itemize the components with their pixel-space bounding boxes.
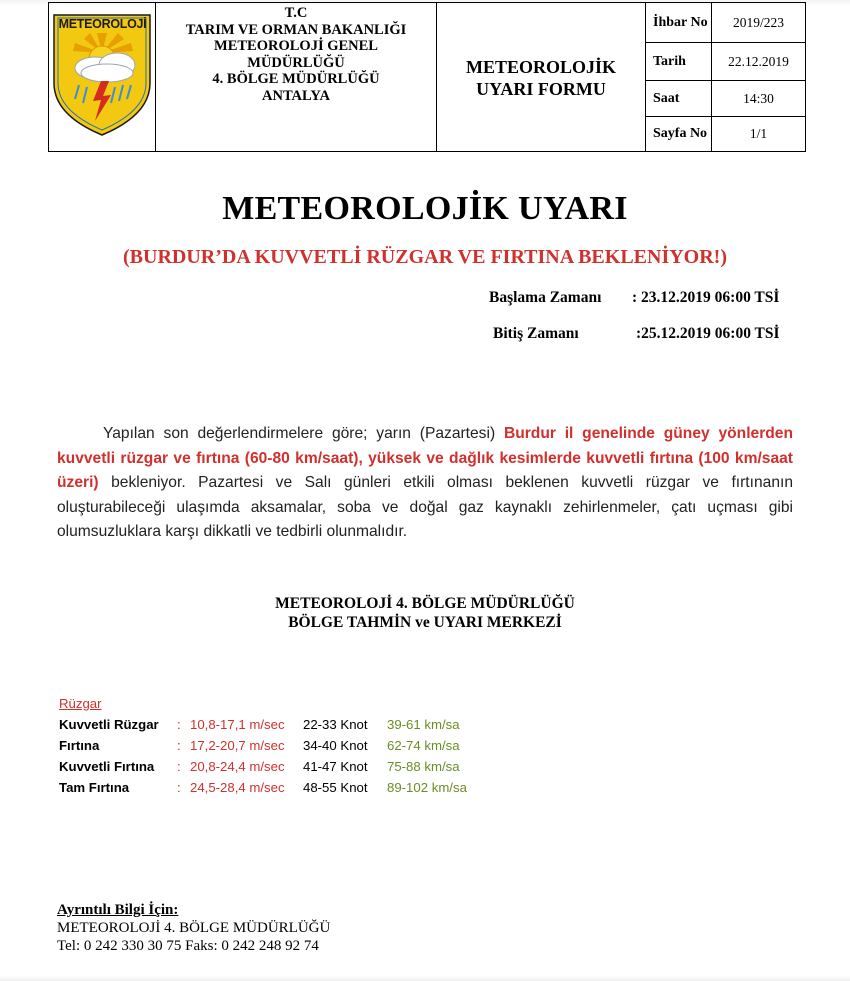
contact-heading: Ayrıntılı Bilgi İçin: — [57, 902, 179, 918]
wind-knot-range: 34-40 Knot — [303, 738, 368, 753]
wind-colon: : — [177, 780, 181, 795]
contact-footer — [57, 901, 330, 955]
end-time-value: :25.12.2019 06:00 TSİ — [636, 325, 780, 342]
org-line-ministry: TARIM VE ORMAN BAKANLIĞI — [185, 21, 407, 38]
logo-text: METEOROLOJİ — [58, 17, 147, 31]
wind-scale-title: Rüzgar — [59, 696, 102, 711]
wind-ms-range: 10,8-17,1 m/sec — [190, 717, 285, 732]
document-title: METEOROLOJİK UYARI — [222, 190, 628, 227]
paragraph-highlight: Burdur il genelinde güney yönlerden kuvvetli rüzgar ve fırtına (60-80 km/saat), yüksek ve dağlık kesimlerde kuvvetli fırtına (100 km/saat üzeri) — [57, 425, 793, 491]
start-time-value: : 23.12.2019 06:00 TSİ — [632, 289, 780, 306]
org-line-mudurlugu: MÜDÜRLÜĞÜ — [247, 54, 345, 71]
wind-colon: : — [177, 717, 181, 732]
wind-class-name: Fırtına — [59, 738, 100, 753]
meta-row-ihbar — [646, 3, 805, 43]
warning-paragraph — [57, 422, 793, 545]
form-title-cell — [437, 3, 646, 151]
wind-ms-range: 17,2-20,7 m/sec — [190, 738, 285, 753]
wind-class-name: Kuvvetli Fırtına — [59, 759, 155, 774]
form-title-line-2: UYARI FORMU — [476, 79, 606, 99]
wind-kmh-range: 62-74 km/sa — [387, 738, 460, 753]
wind-kmh-range: 75-88 km/sa — [387, 759, 460, 774]
organization-cell — [156, 3, 437, 151]
meta-label-tarih: Tarih — [646, 43, 712, 80]
meta-label-ihbar: İhbar No — [646, 3, 712, 42]
paragraph-body: bekleniyor. Pazartesi ve Salı günleri etkili olması beklenen kuvvetli rüzgar ve fırtınanın oluşturabileceği ulaşımda aksamalar, soba ve doğal gaz kaynaklı zehirlenmeler, çatı uçması gibi olumsuzluklara karşı dikkatli ve tedbirli olunmalıdır. — [57, 474, 793, 540]
meta-value-ihbar: 2019/223 — [732, 14, 784, 30]
end-time-label: Bitiş Zamanı — [493, 325, 579, 342]
meta-row-saat — [646, 81, 805, 117]
wind-colon: : — [177, 759, 181, 774]
wind-ms-range: 20,8-24,4 m/sec — [190, 759, 285, 774]
wind-ms-range: 24,5-28,4 m/sec — [190, 780, 285, 795]
wind-class-name: Kuvvetli Rüzgar — [59, 717, 159, 732]
issuer-block — [0, 594, 850, 632]
start-time-label: Başlama Zamanı — [489, 289, 602, 306]
wind-colon: : — [177, 738, 181, 753]
wind-kmh-range: 89-102 km/sa — [387, 780, 467, 795]
wind-knot-range: 48-55 Knot — [303, 780, 368, 795]
meta-label-saat: Saat — [646, 81, 712, 116]
contact-organization: METEOROLOJİ 4. BÖLGE MÜDÜRLÜĞÜ — [57, 920, 331, 936]
org-line-city: ANTALYA — [262, 87, 330, 104]
wind-class-name: Tam Fırtına — [59, 780, 130, 795]
paragraph-intro: Yapılan son değerlendirmelere göre; yarın (Pazartesi) — [103, 425, 504, 442]
contact-phone-fax: Tel: 0 242 330 30 75 Faks: 0 242 248 92 74 — [57, 938, 319, 954]
header-table — [48, 2, 806, 152]
wind-knot-range: 41-47 Knot — [303, 759, 368, 774]
meta-value-sayfa: 1/1 — [749, 126, 768, 141]
meta-grid — [646, 3, 805, 151]
meta-row-sayfa — [646, 117, 805, 151]
org-line-tc: T.C — [284, 5, 308, 21]
form-title-line-1: METEOROLOJİK — [465, 57, 617, 77]
wind-knot-range: 22-33 Knot — [303, 717, 368, 732]
logo-cell — [49, 3, 156, 151]
end-time-row — [493, 325, 799, 345]
org-line-directorate: METEOROLOJİ GENEL — [214, 38, 378, 54]
org-line-region: 4. BÖLGE MÜDÜRLÜĞÜ — [212, 71, 380, 87]
issuer-line-2: BÖLGE TAHMİN ve UYARI MERKEZİ — [288, 614, 562, 631]
start-time-row — [489, 289, 799, 309]
issuer-line-1: METEOROLOJİ 4. BÖLGE MÜDÜRLÜĞÜ — [275, 595, 575, 612]
meta-label-sayfa: Sayfa No — [646, 117, 712, 151]
meta-row-tarih — [646, 43, 805, 81]
meta-value-tarih: 22.12.2019 — [728, 53, 789, 69]
document-subtitle: (BURDUR’DA KUVVETLİ RÜZGAR VE FIRTINA BEKLENİYOR!) — [123, 246, 727, 268]
wind-kmh-range: 39-61 km/sa — [387, 717, 460, 732]
meta-value-saat: 14:30 — [743, 90, 774, 106]
